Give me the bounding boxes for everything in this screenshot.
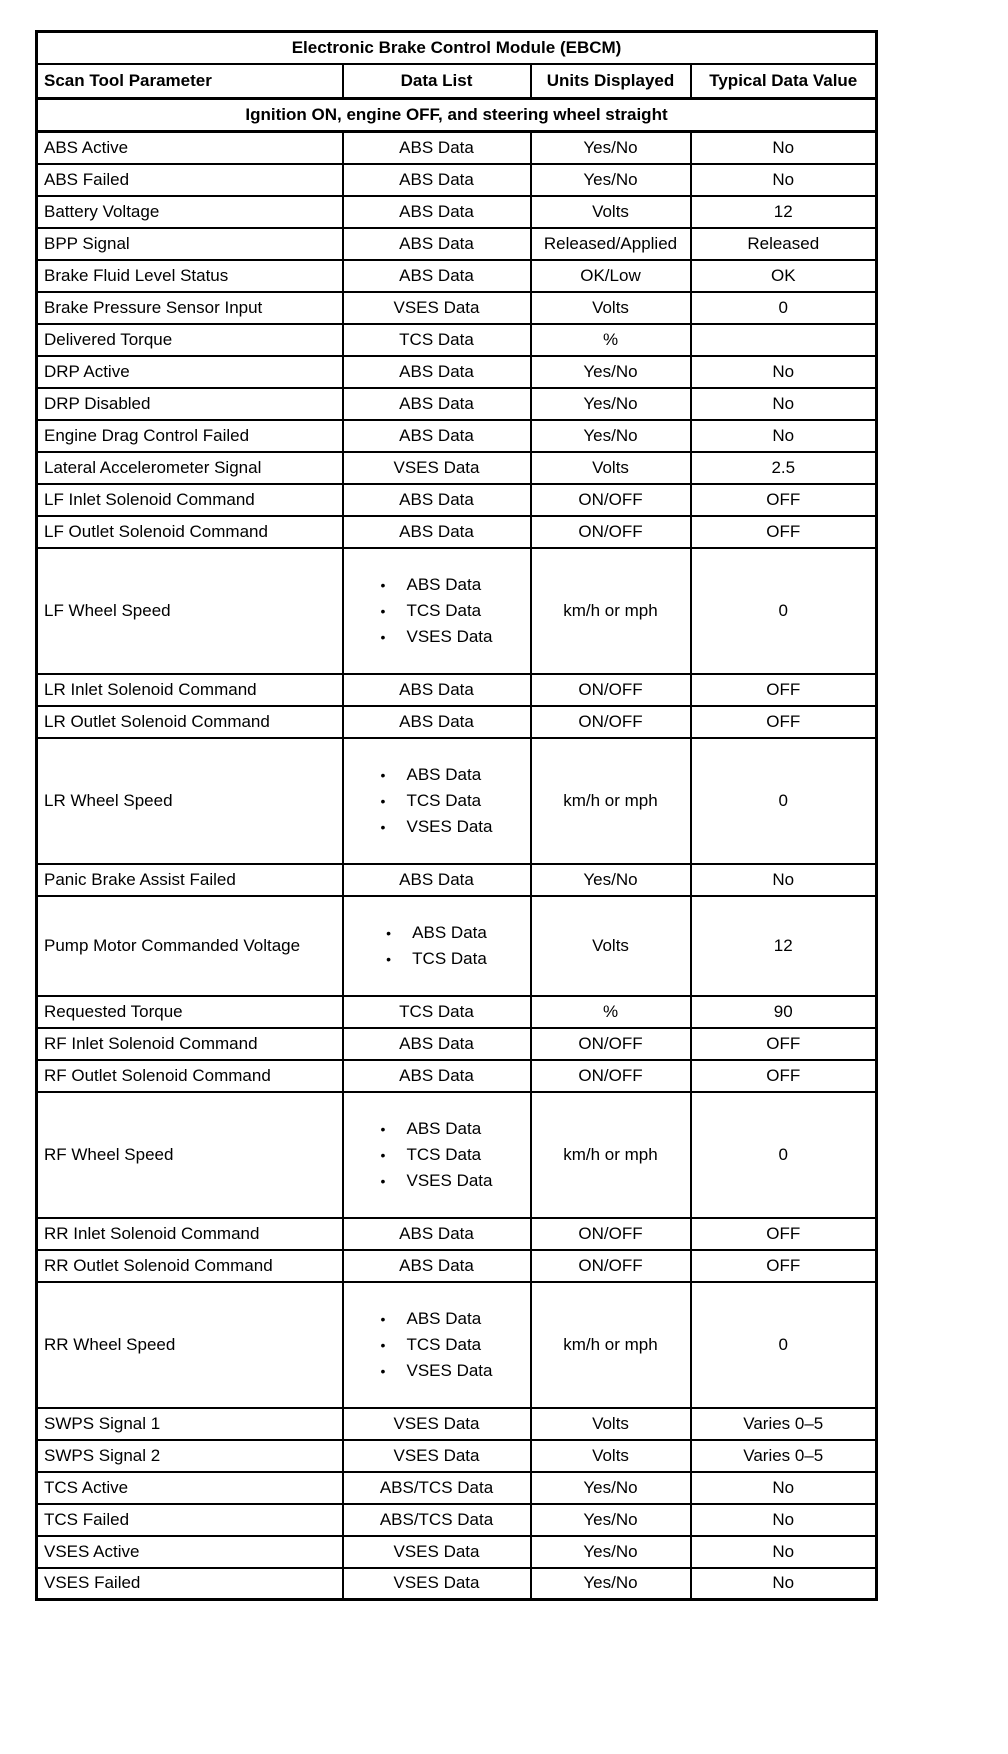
table-row: [37, 164, 877, 196]
table-row: [37, 388, 877, 420]
bullet-item: [381, 1332, 493, 1358]
value-cell: 90: [691, 996, 877, 1028]
column-header-row: [37, 64, 877, 99]
table-row: [37, 548, 877, 674]
table-row: [37, 1504, 877, 1536]
value-cell: 12: [691, 196, 877, 228]
parameter-cell: RR Inlet Solenoid Command: [37, 1218, 343, 1250]
bullet-item: [386, 920, 487, 946]
value-cell: No: [691, 164, 877, 196]
column-header-scan-tool-parameter: Scan Tool Parameter: [37, 64, 343, 99]
bullet-icon: •: [380, 792, 386, 809]
parameter-cell: RR Outlet Solenoid Command: [37, 1250, 343, 1282]
table-row: [37, 1092, 877, 1218]
parameter-cell: Panic Brake Assist Failed: [37, 864, 343, 896]
data-list-label: TCS Data: [406, 600, 482, 620]
units-cell: %: [531, 324, 691, 356]
data-list-label: TCS Data: [406, 1334, 482, 1354]
bullet-item: [381, 572, 493, 598]
data-list-label: TCS Data: [406, 1144, 482, 1164]
bullet-item: [381, 1168, 493, 1194]
units-cell: Yes/No: [531, 1536, 691, 1568]
data-list-cell: ABS Data: [343, 388, 531, 420]
units-cell: ON/OFF: [531, 1028, 691, 1060]
table-row: [37, 292, 877, 324]
bullet-item: [386, 946, 487, 972]
value-cell: No: [691, 1536, 877, 1568]
bullet-icon: •: [380, 1146, 386, 1163]
bullet-item: [381, 762, 493, 788]
table-row: [37, 1250, 877, 1282]
data-list-cell: ABS Data: [343, 674, 531, 706]
units-cell: Yes/No: [531, 1472, 691, 1504]
table-row: [37, 452, 877, 484]
table-row: [37, 1408, 877, 1440]
bullet-icon: •: [380, 818, 386, 835]
units-cell: ON/OFF: [531, 1218, 691, 1250]
parameter-cell: Delivered Torque: [37, 324, 343, 356]
parameter-cell: RR Wheel Speed: [37, 1282, 343, 1408]
parameter-cell: DRP Disabled: [37, 388, 343, 420]
value-cell: Varies 0–5: [691, 1408, 877, 1440]
units-cell: km/h or mph: [531, 738, 691, 864]
data-list-cell: ABS Data: [343, 1028, 531, 1060]
bullet-item: [381, 1358, 493, 1384]
column-header-data-list: Data List: [343, 64, 531, 99]
units-cell: ON/OFF: [531, 674, 691, 706]
bullet-icon: •: [386, 950, 392, 967]
bullet-icon: •: [380, 1362, 386, 1379]
value-cell: OFF: [691, 1028, 877, 1060]
data-list-cell: VSES Data: [343, 452, 531, 484]
table-row: [37, 896, 877, 996]
parameter-cell: VSES Failed: [37, 1568, 343, 1600]
units-cell: Volts: [531, 1408, 691, 1440]
units-cell: %: [531, 996, 691, 1028]
parameter-cell: RF Inlet Solenoid Command: [37, 1028, 343, 1060]
units-cell: OK/Low: [531, 260, 691, 292]
value-cell: OFF: [691, 1250, 877, 1282]
parameter-cell: Engine Drag Control Failed: [37, 420, 343, 452]
bullet-icon: •: [380, 1310, 386, 1327]
parameter-cell: DRP Active: [37, 356, 343, 388]
data-list-cell: VSES Data: [343, 1440, 531, 1472]
value-cell: 2.5: [691, 452, 877, 484]
data-list-cell: TCS Data: [343, 324, 531, 356]
bullet-item: [381, 814, 493, 840]
parameter-cell: BPP Signal: [37, 228, 343, 260]
units-cell: ON/OFF: [531, 516, 691, 548]
value-cell: 0: [691, 738, 877, 864]
table-row: [37, 1282, 877, 1408]
parameter-cell: LF Wheel Speed: [37, 548, 343, 674]
data-list-cell: VSES Data: [343, 1536, 531, 1568]
data-list-label: VSES Data: [406, 816, 493, 836]
value-cell: Released: [691, 228, 877, 260]
value-cell: OFF: [691, 1218, 877, 1250]
parameter-cell: LR Wheel Speed: [37, 738, 343, 864]
column-header-typical-data-value: Typical Data Value: [691, 64, 877, 99]
table-row: [37, 516, 877, 548]
units-cell: Yes/No: [531, 1568, 691, 1600]
data-list-cell: ABS/TCS Data: [343, 1472, 531, 1504]
parameter-cell: LR Inlet Solenoid Command: [37, 674, 343, 706]
table-row: [37, 196, 877, 228]
value-cell: OFF: [691, 516, 877, 548]
value-cell: [691, 324, 877, 356]
units-cell: Volts: [531, 292, 691, 324]
parameter-cell: ABS Active: [37, 132, 343, 164]
data-list-label: ABS Data: [406, 1308, 482, 1328]
value-cell: 0: [691, 292, 877, 324]
units-cell: Yes/No: [531, 164, 691, 196]
parameter-cell: TCS Active: [37, 1472, 343, 1504]
parameter-cell: Pump Motor Commanded Voltage: [37, 896, 343, 996]
units-cell: Volts: [531, 196, 691, 228]
bullet-icon: •: [380, 628, 386, 645]
data-list-cell: ABS Data: [343, 864, 531, 896]
data-list-label: ABS Data: [412, 922, 487, 942]
value-cell: No: [691, 420, 877, 452]
data-list-cell: ABS Data: [343, 196, 531, 228]
units-cell: Released/Applied: [531, 228, 691, 260]
bullet-item: [381, 1306, 493, 1332]
parameter-cell: TCS Failed: [37, 1504, 343, 1536]
table-row: [37, 484, 877, 516]
data-list-cell: ABS Data: [343, 1250, 531, 1282]
data-list-cell: ABS Data: [343, 356, 531, 388]
data-list-label: ABS Data: [406, 764, 482, 784]
data-list-cell: [343, 548, 531, 674]
section-header-row: [37, 99, 877, 132]
value-cell: No: [691, 388, 877, 420]
data-list-label: ABS Data: [406, 574, 482, 594]
section-header: Ignition ON, engine OFF, and steering wheel straight: [37, 99, 877, 132]
parameter-cell: Brake Fluid Level Status: [37, 260, 343, 292]
bullet-item: [381, 624, 493, 650]
parameter-cell: SWPS Signal 1: [37, 1408, 343, 1440]
table-row: [37, 228, 877, 260]
ebcm-table: [35, 30, 878, 1601]
data-list-label: TCS Data: [406, 790, 482, 810]
units-cell: km/h or mph: [531, 1092, 691, 1218]
table-row: [37, 1218, 877, 1250]
data-list-label: ABS Data: [406, 1118, 482, 1138]
table-title-row: [37, 32, 877, 65]
parameter-cell: Lateral Accelerometer Signal: [37, 452, 343, 484]
value-cell: OFF: [691, 484, 877, 516]
data-list-cell: [343, 738, 531, 864]
data-list-label: VSES Data: [406, 1170, 493, 1190]
units-cell: Yes/No: [531, 132, 691, 164]
table-row: [37, 1472, 877, 1504]
value-cell: 0: [691, 548, 877, 674]
table-row: [37, 260, 877, 292]
bullet-icon: •: [380, 766, 386, 783]
table-row: [37, 420, 877, 452]
data-list-cell: ABS Data: [343, 420, 531, 452]
value-cell: 0: [691, 1282, 877, 1408]
units-cell: Volts: [531, 1440, 691, 1472]
bullet-item: [381, 598, 493, 624]
units-cell: km/h or mph: [531, 548, 691, 674]
data-list-label: VSES Data: [406, 626, 493, 646]
table-row: [37, 738, 877, 864]
bullet-icon: •: [380, 576, 386, 593]
table-body: [37, 132, 877, 1600]
data-list-cell: ABS Data: [343, 706, 531, 738]
value-cell: No: [691, 864, 877, 896]
units-cell: Yes/No: [531, 1504, 691, 1536]
bullet-icon: •: [380, 1172, 386, 1189]
value-cell: No: [691, 1472, 877, 1504]
bullet-icon: •: [386, 924, 392, 941]
parameter-cell: SWPS Signal 2: [37, 1440, 343, 1472]
units-cell: Yes/No: [531, 388, 691, 420]
table-row: [37, 132, 877, 164]
bullet-list: [381, 1096, 493, 1214]
data-list-cell: VSES Data: [343, 1408, 531, 1440]
data-list-cell: ABS Data: [343, 164, 531, 196]
bullet-item: [381, 788, 493, 814]
units-cell: ON/OFF: [531, 1060, 691, 1092]
units-cell: Yes/No: [531, 864, 691, 896]
parameter-cell: Brake Pressure Sensor Input: [37, 292, 343, 324]
table-row: [37, 1028, 877, 1060]
table-row: [37, 1440, 877, 1472]
table-row: [37, 706, 877, 738]
data-list-cell: ABS Data: [343, 1218, 531, 1250]
parameter-cell: LR Outlet Solenoid Command: [37, 706, 343, 738]
parameter-cell: LF Inlet Solenoid Command: [37, 484, 343, 516]
value-cell: 12: [691, 896, 877, 996]
value-cell: No: [691, 356, 877, 388]
bullet-list: [386, 900, 487, 992]
data-list-cell: ABS/TCS Data: [343, 1504, 531, 1536]
data-list-cell: ABS Data: [343, 516, 531, 548]
units-cell: km/h or mph: [531, 1282, 691, 1408]
units-cell: ON/OFF: [531, 706, 691, 738]
units-cell: Yes/No: [531, 420, 691, 452]
parameter-cell: VSES Active: [37, 1536, 343, 1568]
table-row: [37, 996, 877, 1028]
parameter-cell: RF Outlet Solenoid Command: [37, 1060, 343, 1092]
data-list-cell: ABS Data: [343, 484, 531, 516]
units-cell: Yes/No: [531, 356, 691, 388]
parameter-cell: RF Wheel Speed: [37, 1092, 343, 1218]
value-cell: OK: [691, 260, 877, 292]
bullet-item: [381, 1116, 493, 1142]
parameter-cell: Battery Voltage: [37, 196, 343, 228]
units-cell: Volts: [531, 896, 691, 996]
data-list-cell: VSES Data: [343, 1568, 531, 1600]
data-list-cell: [343, 1282, 531, 1408]
bullet-icon: •: [380, 1120, 386, 1137]
data-list-cell: [343, 1092, 531, 1218]
table-row: [37, 356, 877, 388]
bullet-item: [381, 1142, 493, 1168]
value-cell: 0: [691, 1092, 877, 1218]
bullet-list: [381, 742, 493, 860]
data-list-label: TCS Data: [412, 948, 487, 968]
data-list-cell: ABS Data: [343, 132, 531, 164]
value-cell: No: [691, 132, 877, 164]
parameter-cell: Requested Torque: [37, 996, 343, 1028]
bullet-icon: •: [380, 602, 386, 619]
column-header-units-displayed: Units Displayed: [531, 64, 691, 99]
units-cell: ON/OFF: [531, 1250, 691, 1282]
bullet-list: [381, 552, 493, 670]
value-cell: OFF: [691, 1060, 877, 1092]
units-cell: Volts: [531, 452, 691, 484]
table-row: [37, 674, 877, 706]
data-list-cell: ABS Data: [343, 1060, 531, 1092]
value-cell: No: [691, 1568, 877, 1600]
data-list-cell: TCS Data: [343, 996, 531, 1028]
value-cell: OFF: [691, 706, 877, 738]
bullet-icon: •: [380, 1336, 386, 1353]
data-list-cell: ABS Data: [343, 228, 531, 260]
data-list-label: VSES Data: [406, 1360, 493, 1380]
units-cell: ON/OFF: [531, 484, 691, 516]
parameter-cell: ABS Failed: [37, 164, 343, 196]
table-row: [37, 1568, 877, 1600]
value-cell: OFF: [691, 674, 877, 706]
data-list-cell: VSES Data: [343, 292, 531, 324]
value-cell: No: [691, 1504, 877, 1536]
table-row: [37, 1060, 877, 1092]
parameter-cell: LF Outlet Solenoid Command: [37, 516, 343, 548]
table-row: [37, 324, 877, 356]
data-list-cell: ABS Data: [343, 260, 531, 292]
bullet-list: [381, 1286, 493, 1404]
table-row: [37, 864, 877, 896]
table-title: Electronic Brake Control Module (EBCM): [37, 32, 877, 65]
table-row: [37, 1536, 877, 1568]
data-list-cell: [343, 896, 531, 996]
value-cell: Varies 0–5: [691, 1440, 877, 1472]
